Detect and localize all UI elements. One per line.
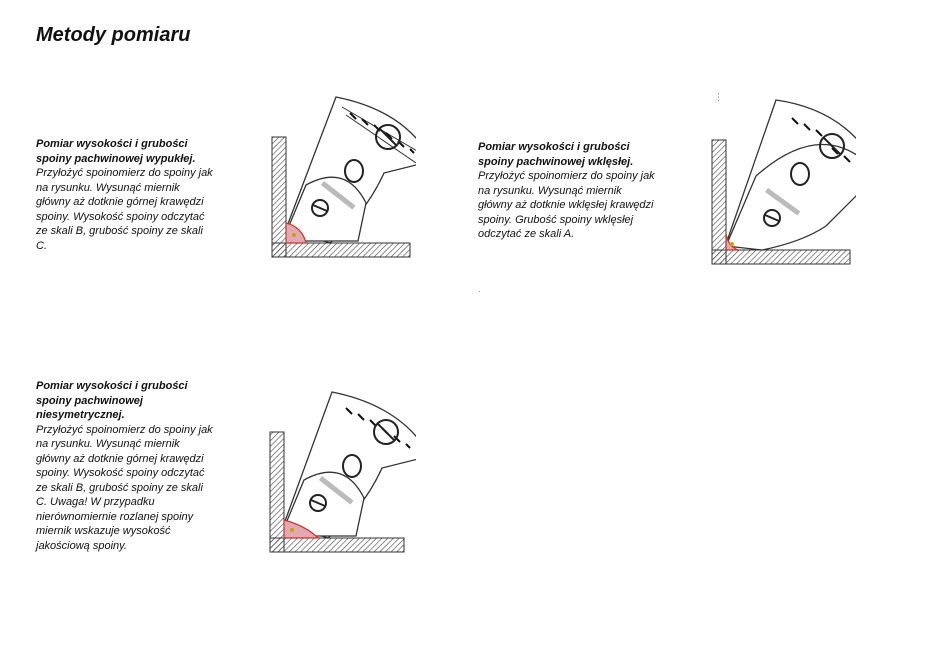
page-title: Metody pomiaru	[36, 24, 191, 46]
section-concave-fillet	[478, 140, 693, 242]
section-asymmetric-fillet	[36, 379, 251, 553]
stray-mark: ⋮	[714, 92, 723, 102]
weld-gauge-convex-illustration	[266, 93, 416, 261]
stray-mark: .	[478, 284, 481, 294]
section-body: Przyłożyć spoinomierz do spoiny jak na rysunku. Wysunąć miernik główny aż dotknie wklęsłej krawędzi spoiny. Grubość spoiny wklęsłej odczytać ze skali A.	[478, 170, 655, 240]
section-convex-fillet	[36, 137, 251, 253]
section-body: Przyłożyć spoinomierz do spoiny jak na rysunku. Wysunąć miernik główny aż dotknie górnej krawędzi spoiny. Wysokość spoiny odczytać ze skali B, grubość spoiny ze skali C.	[36, 167, 213, 252]
section-body: Przyłożyć spoinomierz do spoiny jak na rysunku. Wysunąć miernik główny aż dotknie górnej krawędzi spoiny. Wysokość spoiny odczytać ze skali B, grubość spoiny ze skali C. Uwaga! W przypadku nierównomiernie rozlanej spoiny miernik wskazuje wysokość jakościową spoiny.	[36, 423, 213, 552]
section-heading: Pomiar wysokości i grubości spoiny pachwinowej wypukłej.	[36, 138, 196, 165]
section-heading: Pomiar wysokości i grubości spoiny pachwinowej wklęsłej.	[478, 141, 634, 168]
section-heading: Pomiar wysokości i grubości spoiny pachwinowej niesymetrycznej.	[36, 380, 188, 421]
weld-gauge-asymmetric-illustration	[266, 388, 416, 556]
weld-gauge-concave-illustration	[706, 96, 856, 266]
